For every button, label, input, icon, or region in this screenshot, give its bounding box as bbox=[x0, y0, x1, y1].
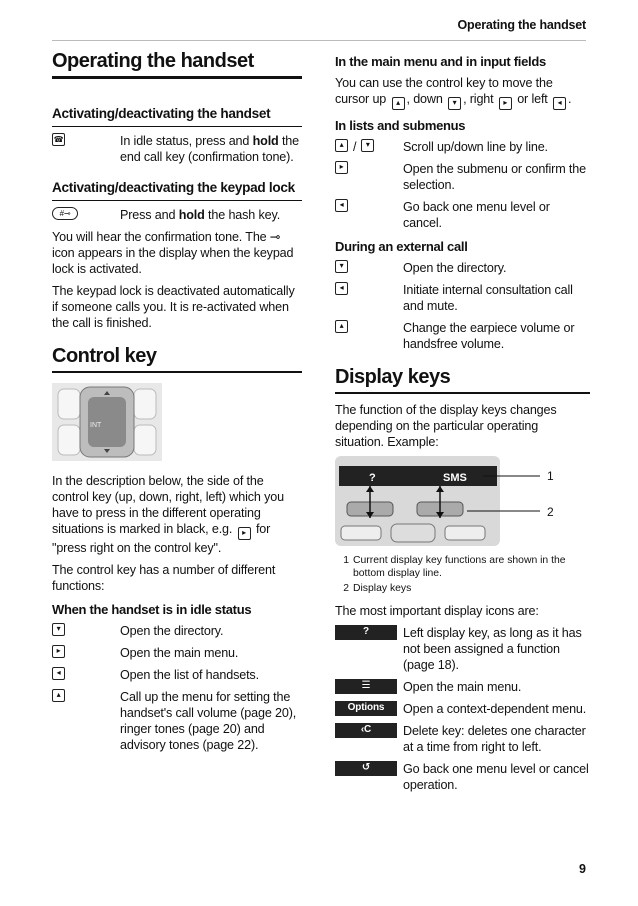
control-key-right-icon: ▸ bbox=[238, 527, 251, 540]
control-key-down-icon: ▾ bbox=[52, 623, 65, 636]
control-key-illustration bbox=[52, 383, 162, 461]
control-key-left-icon: ◂ bbox=[335, 282, 348, 295]
control-key-up-icon: ▴ bbox=[335, 139, 348, 152]
end-call-key-icon: ☎ bbox=[52, 133, 65, 146]
control-key-right-icon: ▸ bbox=[335, 161, 348, 174]
back-display-icon: ↺ bbox=[335, 761, 397, 776]
menu-display-icon: ☰ bbox=[335, 679, 397, 694]
control-key-right-icon: ▸ bbox=[52, 645, 65, 658]
right-column bbox=[335, 50, 590, 799]
list-item: ? Left display key, as long as it has not been assigned a function (page 18). bbox=[335, 625, 590, 673]
callout-1: 1 bbox=[547, 468, 554, 483]
list-item: ↺ Go back one menu level or cancel operation. bbox=[335, 761, 590, 793]
control-key-left-icon: ◂ bbox=[335, 199, 348, 212]
callout-2: 2 bbox=[547, 504, 554, 519]
svg-text:INT: INT bbox=[90, 422, 102, 429]
left-column bbox=[52, 50, 302, 759]
list-item: ‹C Delete key: deletes one character at a time from right to left. bbox=[335, 723, 590, 755]
section-heading-handset: Activating/deactivating the handset bbox=[52, 105, 302, 127]
display-right-label: SMS bbox=[443, 471, 467, 484]
list-item: ▴ Call up the menu for setting the handset's call volume (page 20), ringer tones (page 20) and advisory tones (page 22). bbox=[52, 689, 302, 753]
subheading-lists: In lists and submenus bbox=[335, 117, 466, 133]
page-number: 9 bbox=[579, 862, 586, 876]
header-rule bbox=[52, 40, 586, 41]
instruction-row: ☎ In idle status, press and hold the end call key (confirmation tone). bbox=[53, 134, 299, 164]
paragraph: You can use the control key to move the cursor up ▴ , down ▾ , right ▸ or left ◂ . bbox=[335, 75, 590, 110]
control-key-down-icon: ▾ bbox=[335, 260, 348, 273]
list-item: ▾ Open the directory. bbox=[335, 260, 590, 276]
list-item: ◂ Initiate internal consultation call and mute. bbox=[335, 282, 590, 314]
list-item: ▴ / ▾ Scroll up/down line by line. bbox=[335, 139, 590, 155]
control-key-right-icon: ▸ bbox=[499, 97, 512, 110]
delete-display-icon: ‹C bbox=[335, 723, 397, 738]
control-key-down-icon: ▾ bbox=[448, 97, 461, 110]
instruction-row: #⊸ Press and hold the hash key. bbox=[52, 207, 302, 223]
section-heading-keypad-lock: Activating/deactivating the keypad lock bbox=[52, 179, 302, 201]
page-title: Operating the handset bbox=[52, 50, 302, 79]
figure-caption: 2 Display keys bbox=[343, 582, 412, 594]
list-item: ◂ Open the list of handsets. bbox=[52, 667, 302, 683]
control-key-up-icon: ▴ bbox=[52, 689, 65, 702]
control-key-up-icon: ▴ bbox=[392, 97, 405, 110]
subheading-idle: When the handset is in idle status bbox=[52, 601, 252, 617]
section-heading-display-keys: Display keys bbox=[335, 366, 590, 394]
control-key-down-icon: ▾ bbox=[361, 139, 374, 152]
question-display-icon: ? bbox=[335, 625, 397, 640]
paragraph: The keypad lock is deactivated automatically if someone calls you. It is re-activated when the call is finished. bbox=[52, 284, 295, 330]
display-keys-illustration bbox=[335, 456, 590, 546]
paragraph: The control key has a number of different functions: bbox=[52, 562, 276, 593]
running-header: Operating the handset bbox=[457, 18, 586, 32]
control-key-left-icon: ◂ bbox=[553, 97, 566, 110]
paragraph: You will hear the confirmation tone. The ⊸ icon appears in the display when the keypad lock is activated. bbox=[52, 230, 294, 276]
paragraph: In the description below, the side of the control key (up, down, right, left) which you have to press in the different operating situations is marked in black, e.g. ▸ for "press right on the control key". bbox=[52, 474, 284, 555]
list-item: ▸ Open the main menu. bbox=[52, 645, 302, 661]
list-item: ▸ Open the submenu or confirm the selection. bbox=[335, 161, 590, 193]
display-left-label: ? bbox=[369, 471, 376, 484]
list-item: ◂ Go back one menu level or cancel. bbox=[335, 199, 590, 231]
key-lock-icon: ⊸ bbox=[269, 230, 281, 244]
section-heading-control-key: Control key bbox=[52, 345, 302, 373]
figure-caption: 1 Current display key functions are shown in the bottom display line. bbox=[343, 554, 566, 579]
paragraph: The most important display icons are: bbox=[335, 603, 539, 618]
list-item: Options Open a context-dependent menu. bbox=[335, 701, 590, 717]
subheading-main-menu: In the main menu and in input fields bbox=[335, 54, 546, 69]
subheading-external-call: During an external call bbox=[335, 238, 468, 254]
list-item: ☰ Open the main menu. bbox=[335, 679, 590, 695]
control-key-left-icon: ◂ bbox=[52, 667, 65, 680]
control-key-up-icon: ▴ bbox=[335, 320, 348, 333]
paragraph: The function of the display keys changes depending on the particular operating situation. Example: bbox=[335, 402, 557, 449]
list-item: ▴ Change the earpiece volume or handsfree volume. bbox=[335, 320, 590, 352]
list-item: ▾ Open the directory. bbox=[52, 623, 302, 639]
hash-key-icon: #⊸ bbox=[52, 207, 78, 220]
options-display-icon: Options bbox=[335, 701, 397, 716]
